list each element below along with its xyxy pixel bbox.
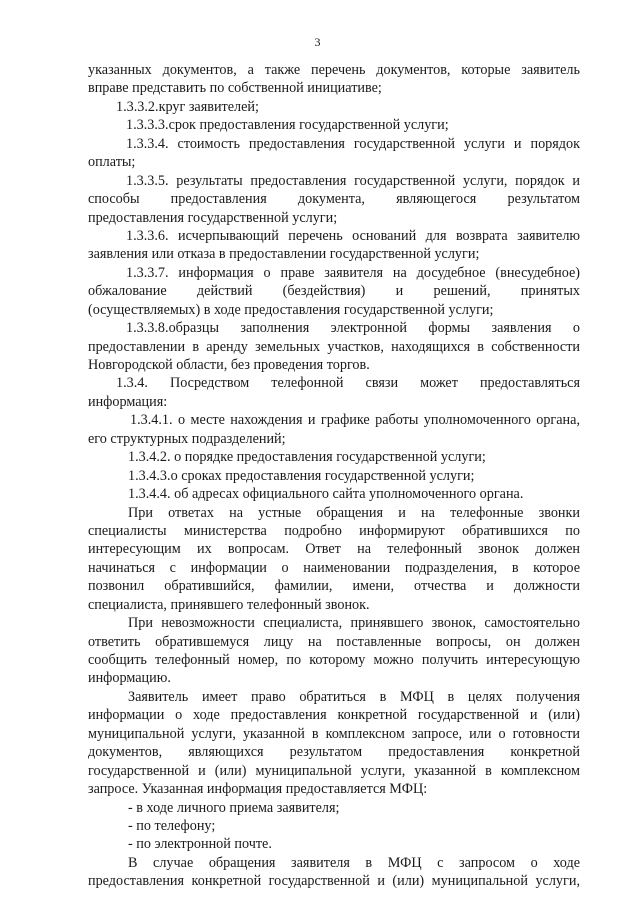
text-line: заявления или отказа в предоставлении государственной услуги; — [88, 246, 480, 263]
text-line: 1.3.4.4. об адресах официального сайта уполномоченного органа. — [128, 486, 524, 503]
text-line: 1.3.3.8.образцы заполнения электронной формы заявления о — [126, 320, 580, 337]
text-line: предоставлении в аренду земельных участков, находящихся в собственности — [88, 338, 580, 355]
text-line: вправе представить по собственной инициативе; — [88, 80, 382, 97]
text-line: При невозможности специалиста, принявшего звонок, самостоятельно — [128, 615, 580, 632]
text-line: При ответах на устные обращения и на телефонные звонки — [128, 504, 580, 521]
text-line: 1.3.4.3.о сроках предоставления государственной услуги; — [128, 467, 475, 484]
document-body — [88, 61, 580, 891]
text-line: информация: — [88, 393, 168, 410]
text-line: способы предоставления документа, являющегося результатом — [88, 191, 580, 208]
text-line: предоставления конкретной государственной и (или) муниципальной услуги, — [88, 873, 580, 890]
text-line: государственной и (или) муниципальной услуги, указанной в комплексном — [88, 762, 580, 779]
text-line: 1.3.3.4. стоимость предоставления государственной услуги и порядок — [126, 135, 580, 152]
text-line: обжалование действий (бездействия) и решений, принятых — [88, 283, 580, 300]
text-line: начинаться с информации о наименовании подразделения, в которое — [88, 559, 580, 576]
text-line: 1.3.3.7. информация о праве заявителя на досудебное (внесудебное) — [126, 264, 580, 281]
text-line: документов, являющихся результатом предоставления конкретной — [88, 744, 580, 761]
text-line: 1.3.4.1. о месте нахождения и графике работы уполномоченного органа, — [130, 412, 580, 429]
text-line: - по электронной почте. — [128, 836, 272, 853]
text-line: его структурных подразделений; — [88, 430, 286, 447]
text-line: 1.3.3.5. результаты предоставления государственной услуги, порядок и — [126, 172, 580, 189]
text-line: указанных документов, а также перечень документов, которые заявитель — [88, 62, 580, 78]
text-line: позвонил обратившийся, фамилии, имени, отчества и должности — [88, 578, 580, 595]
text-line: оплаты; — [88, 154, 136, 171]
text-line: В случае обращения заявителя в МФЦ с запросом о ходе — [128, 854, 580, 871]
text-line: 1.3.4.2. о порядке предоставления государственной услуги; — [128, 449, 486, 466]
text-line: интересующим их вопросам. Ответ на телефонный звонок должен — [88, 541, 580, 558]
text-line: 1.3.4. Посредством телефонной связи может предоставляться — [116, 375, 580, 392]
text-line: 1.3.3.2.круг заявителей; — [116, 98, 259, 115]
text-line: 1.3.3.6. исчерпывающий перечень оснований для возврата заявителю — [126, 227, 580, 244]
text-line: информацию. — [88, 670, 171, 687]
text-line: (осуществляемых) в ходе предоставления государственной услуги; — [88, 301, 494, 318]
text-line: специалисты министерства подробно информируют обратившихся по — [88, 522, 580, 539]
text-line: информации о ходе предоставления конкретной государственной и (или) — [88, 707, 580, 724]
text-line: муниципальной услуги, указанной в комплексном запросе, или о готовности — [88, 725, 580, 742]
text-line: ответить обратившемуся лицу на поставленные вопросы, он должен — [88, 633, 580, 650]
text-line: предоставления государственной услуги; — [88, 209, 338, 226]
text-line: - по телефону; — [128, 817, 216, 834]
text-line: сообщить телефонный номер, по которому можно получить интересующую — [88, 652, 580, 668]
text-line: - в ходе личного приема заявителя; — [128, 799, 340, 816]
text-line: 1.3.3.3.срок предоставления государственной услуги; — [126, 117, 449, 134]
text-line: Новгородской области, без проведения торгов. — [88, 357, 370, 373]
text-line: специалиста, принявшего телефонный звонок. — [88, 596, 370, 613]
text-line: запросе. Указанная информация предоставляется МФЦ: — [88, 781, 428, 798]
page-number: 3 — [314, 35, 321, 49]
text-line: Заявитель имеет право обратиться в МФЦ в целях получения — [128, 688, 580, 705]
